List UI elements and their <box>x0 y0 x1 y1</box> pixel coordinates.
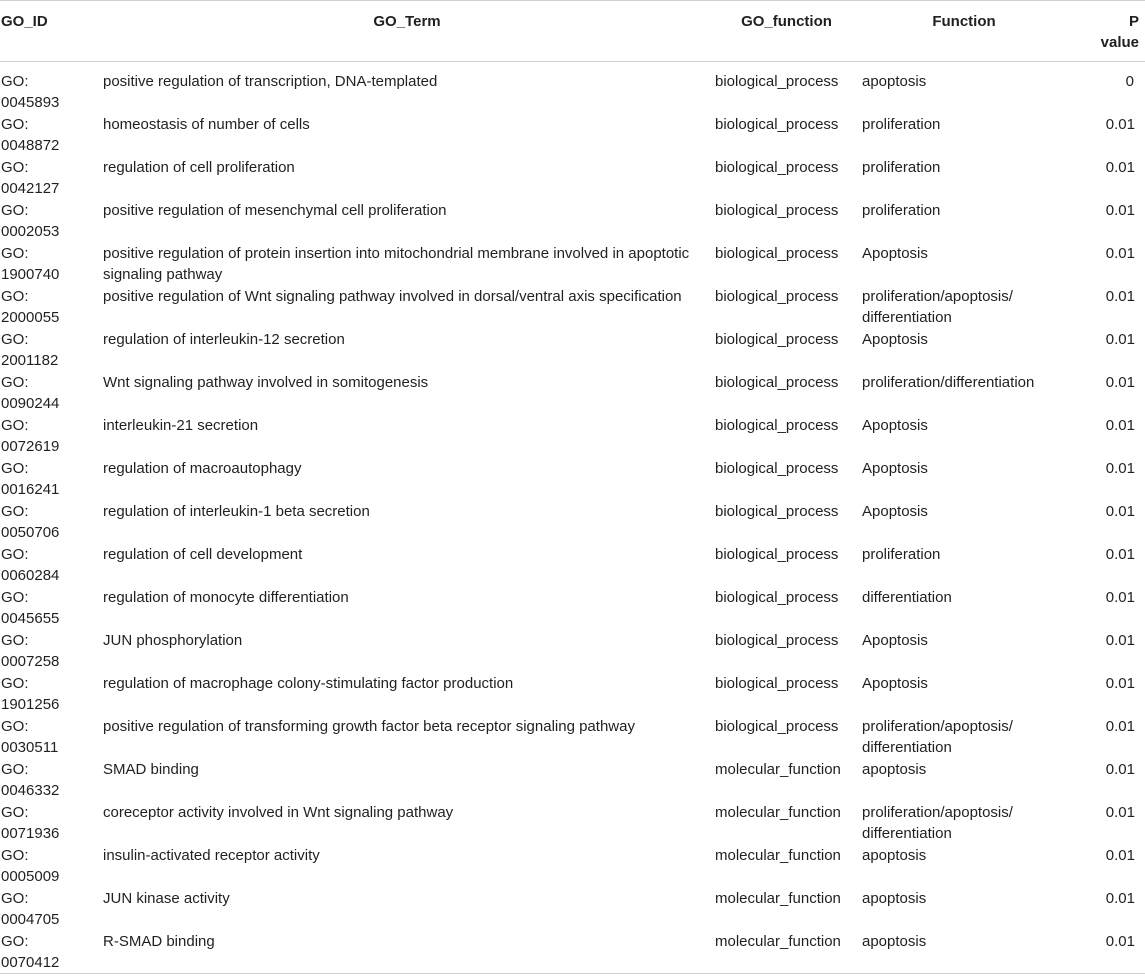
p-value-cell: 0.01 <box>1105 159 1135 176</box>
go-id-prefix: GO: <box>1 718 29 735</box>
go-id-cell <box>0 716 101 759</box>
go-term-cell: interleukin-21 secretion <box>103 417 259 434</box>
go-id-prefix: GO: <box>1 374 29 391</box>
table-row <box>0 931 1145 974</box>
go-term-cell: JUN kinase activity <box>103 890 230 907</box>
go-id-prefix: GO: <box>1 804 29 821</box>
function-cell: Apoptosis <box>862 632 928 649</box>
p-value-cell: 0.01 <box>1105 288 1135 305</box>
go-id-prefix: GO: <box>1 503 29 520</box>
go-id-prefix: GO: <box>1 675 29 692</box>
table-row <box>0 673 1145 716</box>
go-id-number: 0072619 <box>1 438 60 455</box>
go-function-cell: biological_process <box>715 589 839 606</box>
go-id-cell <box>0 630 101 673</box>
go-id-prefix: GO: <box>1 589 29 606</box>
function-cell: proliferation/apoptosis/ differentiation <box>862 718 1013 756</box>
function-cell: Apoptosis <box>862 503 928 520</box>
go-id-number: 0007258 <box>1 653 60 670</box>
go-term-cell: positive regulation of Wnt signaling pathway involved in dorsal/ventral axis specification <box>103 288 682 305</box>
go-function-cell: molecular_function <box>715 847 841 864</box>
go-id-number: 0050706 <box>1 524 60 541</box>
go-function-cell: biological_process <box>715 245 839 262</box>
go-function-cell: biological_process <box>715 675 839 692</box>
table-row <box>0 415 1145 458</box>
table-row <box>0 157 1145 200</box>
function-cell: proliferation <box>862 159 941 176</box>
p-value-cell: 0.01 <box>1105 632 1135 649</box>
table-row <box>0 716 1145 759</box>
table-row <box>0 630 1145 673</box>
go-id-cell <box>0 415 101 458</box>
table-row <box>0 888 1145 931</box>
go-id-prefix: GO: <box>1 761 29 778</box>
go-function-cell: molecular_function <box>715 804 841 821</box>
function-cell: Apoptosis <box>862 245 928 262</box>
go-function-cell: molecular_function <box>715 761 841 778</box>
go-id-prefix: GO: <box>1 417 29 434</box>
function-cell: apoptosis <box>862 761 927 778</box>
go-id-prefix: GO: <box>1 460 29 477</box>
header-go-id: GO_ID <box>1 13 48 30</box>
go-term-cell: R-SMAD binding <box>101 931 713 974</box>
go-id-number: 0060284 <box>1 567 60 584</box>
go-id-prefix: GO: <box>1 73 29 90</box>
go-id-cell <box>0 544 101 587</box>
go-id-cell <box>0 114 101 157</box>
table-row <box>0 62 1145 115</box>
header-p-value <box>1068 1 1145 62</box>
go-id-cell <box>0 458 101 501</box>
go-id-cell <box>0 157 101 200</box>
p-value-cell: 0.01 <box>1105 245 1135 262</box>
go-function-cell: biological_process <box>715 718 839 735</box>
header-go-term: GO_Term <box>373 13 441 30</box>
go-id-cell <box>0 845 101 888</box>
go-id-number: 0030511 <box>1 739 59 756</box>
go-id-prefix: GO: <box>1 933 29 950</box>
go-function-cell: biological_process <box>715 159 839 176</box>
p-value-cell: 0 <box>1125 73 1134 90</box>
go-term-cell: positive regulation of mesenchymal cell proliferation <box>103 202 447 219</box>
p-value-cell: 0.01 <box>1105 890 1135 907</box>
go-term-cell: regulation of macroautophagy <box>103 460 302 477</box>
function-cell: apoptosis <box>862 847 927 864</box>
go-term-cell: regulation of cell development <box>103 546 303 563</box>
header-p-value-line1: P <box>1128 13 1139 30</box>
function-cell: Apoptosis <box>862 331 928 348</box>
go-id-number: 0016241 <box>1 481 60 498</box>
table-row <box>0 587 1145 630</box>
go-function-cell: biological_process <box>715 73 839 90</box>
go-id-prefix: GO: <box>1 632 29 649</box>
header-row <box>0 1 1145 62</box>
go-term-cell: positive regulation of transforming growth factor beta receptor signaling pathway <box>103 718 635 735</box>
table-row <box>0 759 1145 802</box>
go-id-number: 2001182 <box>1 352 59 369</box>
go-id-number: 0004705 <box>1 911 60 928</box>
go-id-number: 2000055 <box>1 309 60 326</box>
go-function-cell: biological_process <box>715 202 839 219</box>
go-id-cell <box>0 673 101 716</box>
go-function-cell: biological_process <box>715 632 839 649</box>
table-header <box>0 1 1145 62</box>
go-id-cell <box>0 759 101 802</box>
function-cell: Apoptosis <box>862 417 928 434</box>
go-term-cell: regulation of cell proliferation <box>103 159 295 176</box>
header-function: Function <box>932 13 996 30</box>
go-id-number: 0045893 <box>1 94 60 111</box>
function-cell: proliferation/apoptosis/ differentiation <box>862 804 1013 842</box>
table-row <box>0 329 1145 372</box>
go-function-cell: molecular_function <box>715 890 841 907</box>
go-function-cell: biological_process <box>715 116 839 133</box>
table-row <box>0 200 1145 243</box>
go-function-cell: biological_process <box>715 546 839 563</box>
go-function-cell: biological_process <box>715 374 839 391</box>
go-function-cell: biological_process <box>715 331 839 348</box>
p-value-cell: 0.01 <box>1105 374 1135 391</box>
go-term-cell: regulation of interleukin-1 beta secretion <box>103 503 370 520</box>
go-id-number: 0002053 <box>1 223 60 240</box>
table-row <box>0 802 1145 845</box>
go-term-cell: insulin-activated receptor activity <box>103 847 320 864</box>
go-id-cell <box>0 501 101 544</box>
go-id-prefix: GO: <box>1 331 29 348</box>
function-cell: proliferation/apoptosis/ differentiation <box>862 288 1013 326</box>
table-row <box>0 501 1145 544</box>
go-id-prefix: GO: <box>1 847 29 864</box>
go-id-number: 0045655 <box>1 610 60 627</box>
go-term-cell: regulation of monocyte differentiation <box>103 589 349 606</box>
table-body <box>0 62 1145 974</box>
go-function-cell: biological_process <box>715 460 839 477</box>
go-id-prefix: GO: <box>1 202 29 219</box>
function-cell: apoptosis <box>862 73 927 90</box>
p-value-cell: 0.01 <box>1105 503 1135 520</box>
go-function-cell: biological_process <box>715 288 839 305</box>
p-value-cell: 0.01 <box>1105 331 1135 348</box>
header-go-function: GO_function <box>741 13 832 30</box>
go-term-cell: positive regulation of protein insertion into mitochondrial membrane involved in apoptotic signaling pathway <box>103 245 690 283</box>
go-id-cell <box>0 62 101 115</box>
table-row <box>0 372 1145 415</box>
go-term-cell: positive regulation of transcription, DNA-templated <box>103 73 438 90</box>
function-cell: Apoptosis <box>862 460 928 477</box>
go-function-cell: biological_process <box>715 503 839 520</box>
p-value-cell: 0.01 <box>1105 589 1135 606</box>
table-row <box>0 458 1145 501</box>
p-value-cell: 0.01 <box>1105 718 1135 735</box>
go-term-cell: Wnt signaling pathway involved in somitogenesis <box>103 374 429 391</box>
go-id-cell <box>0 587 101 630</box>
p-value-cell: 0.01 <box>1068 931 1145 974</box>
go-id-number: 0090244 <box>1 395 60 412</box>
go-id-prefix: GO: <box>1 159 29 176</box>
function-cell: apoptosis <box>860 931 1068 974</box>
go-id-prefix: GO: <box>1 245 29 262</box>
go-id-cell <box>0 931 101 974</box>
go-id-cell <box>0 372 101 415</box>
go-function-cell: biological_process <box>715 417 839 434</box>
go-id-number: 1901256 <box>1 696 60 713</box>
table-row <box>0 243 1145 286</box>
go-term-cell: homeostasis of number of cells <box>103 116 310 133</box>
function-cell: differentiation <box>862 589 952 606</box>
p-value-cell: 0.01 <box>1105 675 1135 692</box>
function-cell: proliferation/differentiation <box>862 374 1035 391</box>
go-term-cell: JUN phosphorylation <box>103 632 243 649</box>
go-id-number: 0070412 <box>1 954 60 971</box>
p-value-cell: 0.01 <box>1105 804 1135 821</box>
function-cell: proliferation <box>862 202 941 219</box>
go-id-cell <box>0 888 101 931</box>
header-p-value-line2: value <box>1100 34 1139 51</box>
table-row <box>0 114 1145 157</box>
table-row <box>0 544 1145 587</box>
function-cell: proliferation <box>862 546 941 563</box>
go-id-prefix: GO: <box>1 288 29 305</box>
function-cell: proliferation <box>862 116 941 133</box>
p-value-cell: 0.01 <box>1105 116 1135 133</box>
p-value-cell: 0.01 <box>1105 460 1135 477</box>
go-term-cell: coreceptor activity involved in Wnt signaling pathway <box>103 804 454 821</box>
function-cell: apoptosis <box>862 890 927 907</box>
go-id-number: 0048872 <box>1 137 60 154</box>
go-id-number: 0071936 <box>1 825 60 842</box>
go-id-cell <box>0 200 101 243</box>
p-value-cell: 0.01 <box>1105 202 1135 219</box>
go-term-cell: regulation of macrophage colony-stimulating factor production <box>103 675 514 692</box>
go-id-cell <box>0 286 101 329</box>
go-id-cell <box>0 329 101 372</box>
function-cell: Apoptosis <box>862 675 928 692</box>
go-id-prefix: GO: <box>1 890 29 907</box>
p-value-cell: 0.01 <box>1105 761 1135 778</box>
go-id-number: 0042127 <box>1 180 60 197</box>
table-row <box>0 286 1145 329</box>
go-function-cell: molecular_function <box>713 931 860 974</box>
table-row <box>0 845 1145 888</box>
go-id-cell <box>0 243 101 286</box>
go-id-number: 1900740 <box>1 266 60 283</box>
go-id-prefix: GO: <box>1 116 29 133</box>
p-value-cell: 0.01 <box>1105 417 1135 434</box>
go-term-cell: regulation of interleukin-12 secretion <box>103 331 345 348</box>
p-value-cell: 0.01 <box>1105 847 1135 864</box>
go-id-number: 0046332 <box>1 782 60 799</box>
go-term-cell: SMAD binding <box>103 761 199 778</box>
go-id-prefix: GO: <box>1 546 29 563</box>
go-id-number: 0005009 <box>1 868 60 885</box>
p-value-cell: 0.01 <box>1105 546 1135 563</box>
go-id-cell <box>0 802 101 845</box>
